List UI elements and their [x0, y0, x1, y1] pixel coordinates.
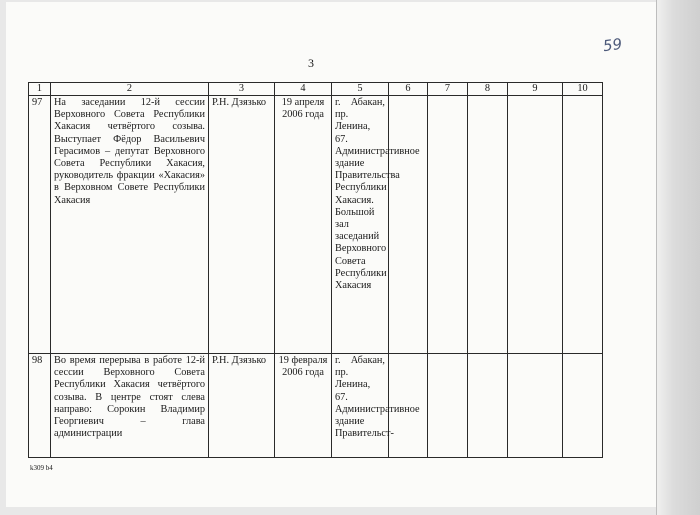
column-header: 10: [563, 83, 603, 96]
table-header-row: [29, 83, 603, 96]
column-header: 9: [508, 83, 563, 96]
archive-stamp: 59: [601, 34, 624, 56]
empty-cell: [508, 96, 563, 354]
column-header: 2: [51, 83, 209, 96]
row-description: На заседании 12-й сессии Верховного Совета Республики Хакасия четвёртого созыва. Выступает Фёдор Васильевич Герасимов – депутат Верховного Совета Республики Хакасия, руководитель фракции «Хакасия» в Верховном Совете Республики Хакасия: [51, 96, 209, 354]
empty-cell: [468, 96, 508, 354]
column-header: 8: [468, 83, 508, 96]
empty-cell: [428, 96, 468, 354]
empty-cell: [563, 96, 603, 354]
row-number: 97: [29, 96, 51, 354]
row-date: 19 февраля 2006 года: [275, 354, 332, 458]
row-number: 98: [29, 354, 51, 458]
row-author: Р.Н. Дзязько: [209, 96, 275, 354]
row-date: 19 апреля 2006 года: [275, 96, 332, 354]
column-header: 3: [209, 83, 275, 96]
empty-cell: [428, 354, 468, 458]
table-row: [29, 96, 603, 354]
page-number: 3: [308, 56, 314, 70]
column-header: 5: [332, 83, 389, 96]
column-header: 4: [275, 83, 332, 96]
table-row: [29, 354, 603, 458]
row-place: г. Абакан, пр. Ленина, 67. Административное здание Правительст-: [332, 354, 389, 458]
column-header: 6: [389, 83, 428, 96]
row-author: Р.Н. Дзязько: [209, 354, 275, 458]
column-header: 7: [428, 83, 468, 96]
row-description: Во время перерыва в работе 12-й сессии Верховного Совета Республики Хакасия четвёртого созыва. В центре стоят слева направо: Сорокин Владимир Георгиевич – глава администрации: [51, 354, 209, 458]
register-table: [28, 82, 603, 458]
row-place: г. Абакан, пр. Ленина, 67. Административное здание Правительства Республики Хакасия. Большой зал заседаний Верховного Совета Республики Хакасия: [332, 96, 389, 354]
scan-edge: [656, 0, 700, 515]
empty-cell: [508, 354, 563, 458]
footer-code: k309 b4: [30, 464, 53, 472]
column-header: 1: [29, 83, 51, 96]
empty-cell: [563, 354, 603, 458]
empty-cell: [389, 96, 428, 354]
empty-cell: [468, 354, 508, 458]
page-edge-line: [656, 0, 657, 515]
